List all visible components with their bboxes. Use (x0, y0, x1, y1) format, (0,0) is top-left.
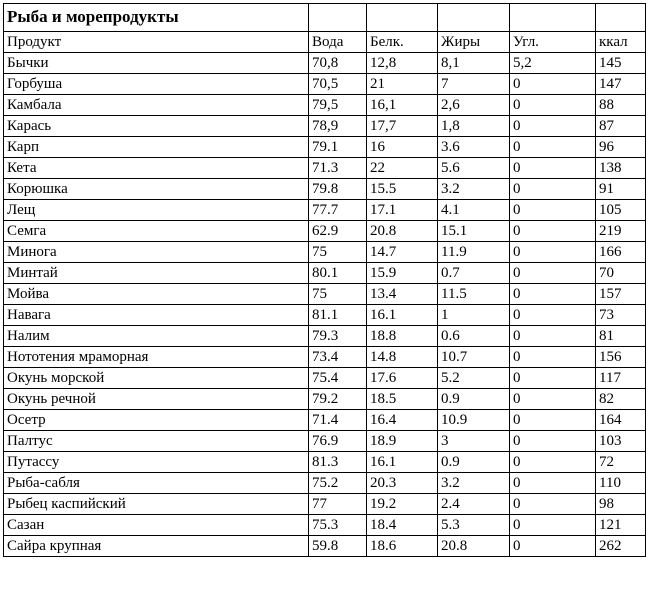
protein-cell: 18.9 (367, 431, 438, 452)
water-cell: 81.1 (309, 305, 367, 326)
fat-cell: 11.9 (438, 242, 510, 263)
kcal-cell: 88 (596, 95, 646, 116)
carbs-cell: 0 (510, 221, 596, 242)
water-cell: 73.4 (309, 347, 367, 368)
carbs-cell: 0 (510, 410, 596, 431)
water-cell: 75 (309, 242, 367, 263)
fat-cell: 3.2 (438, 179, 510, 200)
water-cell: 70,8 (309, 53, 367, 74)
water-cell: 71.4 (309, 410, 367, 431)
table-row (4, 326, 646, 347)
carbs-cell: 0 (510, 137, 596, 158)
kcal-cell: 166 (596, 242, 646, 263)
kcal-cell: 110 (596, 473, 646, 494)
column-header-water: Вода (309, 32, 367, 53)
fat-cell: 2.4 (438, 494, 510, 515)
fat-cell: 5.2 (438, 368, 510, 389)
water-cell: 75.3 (309, 515, 367, 536)
product-name-cell: Корюшка (4, 179, 309, 200)
table-row (4, 305, 646, 326)
kcal-cell: 70 (596, 263, 646, 284)
product-name-cell: Кета (4, 158, 309, 179)
kcal-cell: 138 (596, 158, 646, 179)
empty-cell (510, 4, 596, 32)
product-name-cell: Нототения мраморная (4, 347, 309, 368)
carbs-cell: 0 (510, 95, 596, 116)
carbs-cell: 0 (510, 494, 596, 515)
protein-cell: 20.8 (367, 221, 438, 242)
kcal-cell: 262 (596, 536, 646, 557)
table-row (4, 53, 646, 74)
product-name-cell: Минтай (4, 263, 309, 284)
water-cell: 62.9 (309, 221, 367, 242)
fat-cell: 3.2 (438, 473, 510, 494)
table-title-text: Рыба и морепродукты (7, 7, 179, 26)
empty-cell (309, 4, 367, 32)
water-cell: 81.3 (309, 452, 367, 473)
protein-cell: 15.5 (367, 179, 438, 200)
column-header-kcal: ккал (596, 32, 646, 53)
water-cell: 59.8 (309, 536, 367, 557)
water-cell: 71.3 (309, 158, 367, 179)
product-name-cell: Мойва (4, 284, 309, 305)
fat-cell: 20.8 (438, 536, 510, 557)
carbs-cell: 0 (510, 368, 596, 389)
product-name-cell: Сазан (4, 515, 309, 536)
table-row (4, 137, 646, 158)
protein-cell: 16.4 (367, 410, 438, 431)
product-name-cell: Бычки (4, 53, 309, 74)
column-header-product: Продукт (4, 32, 309, 53)
product-name-cell: Окунь морской (4, 368, 309, 389)
product-name-cell: Карась (4, 116, 309, 137)
water-cell: 76.9 (309, 431, 367, 452)
water-cell: 79.1 (309, 137, 367, 158)
product-name-cell: Путассу (4, 452, 309, 473)
protein-cell: 20.3 (367, 473, 438, 494)
carbs-cell: 0 (510, 326, 596, 347)
kcal-cell: 157 (596, 284, 646, 305)
product-name-cell: Карп (4, 137, 309, 158)
fat-cell: 10.7 (438, 347, 510, 368)
protein-cell: 18.4 (367, 515, 438, 536)
table-row (4, 389, 646, 410)
carbs-cell: 0 (510, 473, 596, 494)
nutrition-table (3, 3, 646, 557)
kcal-cell: 73 (596, 305, 646, 326)
fat-cell: 0.9 (438, 389, 510, 410)
product-name-cell: Налим (4, 326, 309, 347)
water-cell: 78,9 (309, 116, 367, 137)
carbs-cell: 0 (510, 515, 596, 536)
fat-cell: 0.6 (438, 326, 510, 347)
water-cell: 79.2 (309, 389, 367, 410)
table-row (4, 452, 646, 473)
kcal-cell: 145 (596, 53, 646, 74)
fat-cell: 5.3 (438, 515, 510, 536)
title-row (4, 4, 646, 32)
table-row (4, 284, 646, 305)
product-name-cell: Горбуша (4, 74, 309, 95)
fat-cell: 1 (438, 305, 510, 326)
empty-cell (367, 4, 438, 32)
table-row (4, 95, 646, 116)
carbs-cell: 0 (510, 284, 596, 305)
water-cell: 77.7 (309, 200, 367, 221)
water-cell: 80.1 (309, 263, 367, 284)
carbs-cell: 0 (510, 179, 596, 200)
product-name-cell: Осетр (4, 410, 309, 431)
kcal-cell: 164 (596, 410, 646, 431)
fat-cell: 8,1 (438, 53, 510, 74)
kcal-cell: 147 (596, 74, 646, 95)
kcal-cell: 82 (596, 389, 646, 410)
table-row (4, 221, 646, 242)
protein-cell: 12,8 (367, 53, 438, 74)
table-row (4, 200, 646, 221)
table-row (4, 494, 646, 515)
carbs-cell: 0 (510, 347, 596, 368)
fat-cell: 3.6 (438, 137, 510, 158)
fat-cell: 2,6 (438, 95, 510, 116)
protein-cell: 19.2 (367, 494, 438, 515)
protein-cell: 14.8 (367, 347, 438, 368)
table-row (4, 347, 646, 368)
product-name-cell: Рыбец каспийский (4, 494, 309, 515)
kcal-cell: 121 (596, 515, 646, 536)
fat-cell: 11.5 (438, 284, 510, 305)
carbs-cell: 0 (510, 200, 596, 221)
fat-cell: 0.7 (438, 263, 510, 284)
column-header-protein: Белк. (367, 32, 438, 53)
protein-cell: 22 (367, 158, 438, 179)
protein-cell: 17.6 (367, 368, 438, 389)
fat-cell: 10.9 (438, 410, 510, 431)
protein-cell: 21 (367, 74, 438, 95)
water-cell: 77 (309, 494, 367, 515)
fat-cell: 1,8 (438, 116, 510, 137)
empty-cell (438, 4, 510, 32)
kcal-cell: 105 (596, 200, 646, 221)
kcal-cell: 103 (596, 431, 646, 452)
product-name-cell: Минога (4, 242, 309, 263)
empty-cell (596, 4, 646, 32)
table-row (4, 74, 646, 95)
product-name-cell: Камбала (4, 95, 309, 116)
table-body (4, 4, 646, 557)
table-row (4, 158, 646, 179)
product-name-cell: Лещ (4, 200, 309, 221)
product-name-cell: Навага (4, 305, 309, 326)
carbs-cell: 0 (510, 389, 596, 410)
protein-cell: 17,7 (367, 116, 438, 137)
table-row (4, 179, 646, 200)
kcal-cell: 156 (596, 347, 646, 368)
protein-cell: 16 (367, 137, 438, 158)
fat-cell: 7 (438, 74, 510, 95)
fat-cell: 4.1 (438, 200, 510, 221)
water-cell: 70,5 (309, 74, 367, 95)
table-title (4, 4, 309, 32)
water-cell: 75.4 (309, 368, 367, 389)
table-row (4, 263, 646, 284)
carbs-cell: 0 (510, 242, 596, 263)
protein-cell: 13.4 (367, 284, 438, 305)
kcal-cell: 72 (596, 452, 646, 473)
protein-cell: 17.1 (367, 200, 438, 221)
table-row (4, 368, 646, 389)
carbs-cell: 0 (510, 431, 596, 452)
water-cell: 75.2 (309, 473, 367, 494)
fat-cell: 5.6 (438, 158, 510, 179)
table-row (4, 431, 646, 452)
column-header-fat: Жиры (438, 32, 510, 53)
fat-cell: 15.1 (438, 221, 510, 242)
product-name-cell: Окунь речной (4, 389, 309, 410)
carbs-cell: 0 (510, 263, 596, 284)
product-name-cell: Сайра крупная (4, 536, 309, 557)
kcal-cell: 98 (596, 494, 646, 515)
water-cell: 79.3 (309, 326, 367, 347)
protein-cell: 16.1 (367, 452, 438, 473)
protein-cell: 18.5 (367, 389, 438, 410)
carbs-cell: 0 (510, 74, 596, 95)
water-cell: 79,5 (309, 95, 367, 116)
carbs-cell: 0 (510, 452, 596, 473)
kcal-cell: 81 (596, 326, 646, 347)
product-name-cell: Палтус (4, 431, 309, 452)
fat-cell: 0.9 (438, 452, 510, 473)
table-row (4, 410, 646, 431)
protein-cell: 15.9 (367, 263, 438, 284)
protein-cell: 18.8 (367, 326, 438, 347)
water-cell: 75 (309, 284, 367, 305)
column-header-carbs: Угл. (510, 32, 596, 53)
protein-cell: 14.7 (367, 242, 438, 263)
kcal-cell: 87 (596, 116, 646, 137)
carbs-cell: 0 (510, 116, 596, 137)
protein-cell: 16.1 (367, 305, 438, 326)
kcal-cell: 117 (596, 368, 646, 389)
header-row (4, 32, 646, 53)
carbs-cell: 0 (510, 536, 596, 557)
table-row (4, 536, 646, 557)
water-cell: 79.8 (309, 179, 367, 200)
table-row (4, 515, 646, 536)
protein-cell: 16,1 (367, 95, 438, 116)
carbs-cell: 0 (510, 305, 596, 326)
table-row (4, 116, 646, 137)
product-name-cell: Семга (4, 221, 309, 242)
table-row (4, 473, 646, 494)
kcal-cell: 219 (596, 221, 646, 242)
carbs-cell: 5,2 (510, 53, 596, 74)
kcal-cell: 91 (596, 179, 646, 200)
carbs-cell: 0 (510, 158, 596, 179)
protein-cell: 18.6 (367, 536, 438, 557)
table-row (4, 242, 646, 263)
kcal-cell: 96 (596, 137, 646, 158)
fat-cell: 3 (438, 431, 510, 452)
product-name-cell: Рыба-сабля (4, 473, 309, 494)
